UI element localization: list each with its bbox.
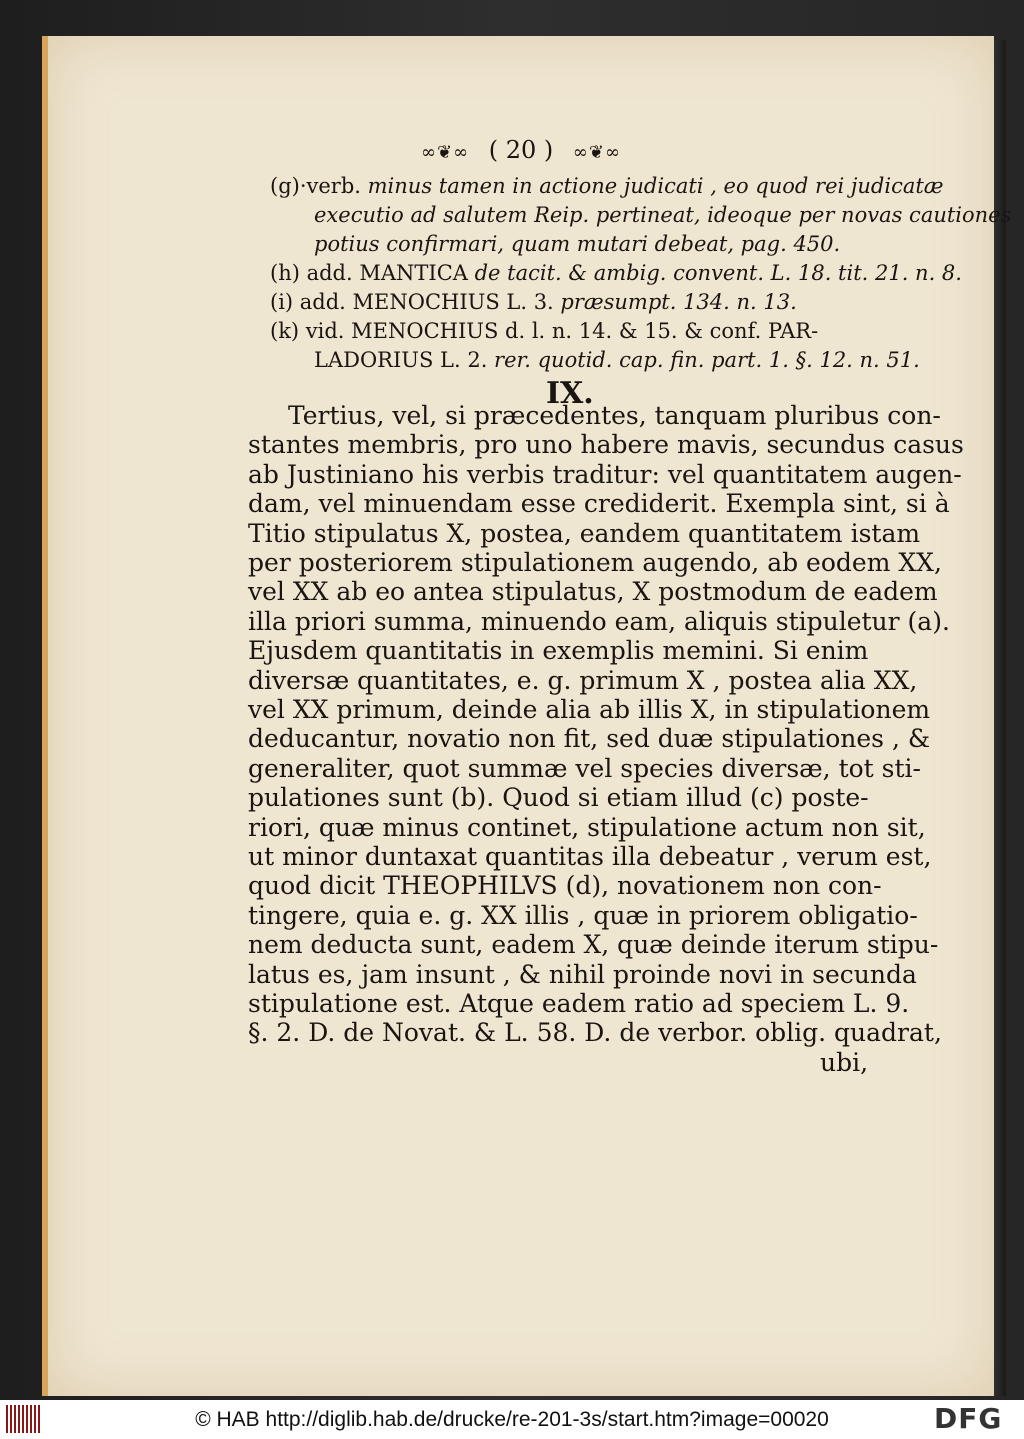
body-line: stantes membris, pro uno habere mavis, secundus casus (248, 430, 964, 459)
book-page (42, 36, 1012, 1396)
header-ornament-left-icon: ∞❦∞ (421, 142, 470, 163)
body-line: illa priori summa, minuendo eam, aliquis stipuletur (a). (248, 607, 950, 636)
catchword: ubi, (820, 1048, 869, 1077)
footnote-line: (h) add. MANTICA de tacit. & ambig. convent. L. 18. tit. 21. n. 8. (270, 261, 962, 285)
section-title: IX. (546, 376, 594, 411)
body-line: dam, vel minuendam esse crediderit. Exempla sint, si à (248, 489, 950, 518)
body-line: vel XX primum, deinde alia ab illis X, in stipulationem (248, 695, 931, 724)
body-line: Titio stipulatus X, postea, eandem quantitatem istam (248, 519, 921, 548)
footnote-line: (i) add. MENOCHIUS L. 3. præsumpt. 134. n. 13. (270, 290, 797, 314)
body-line: pulationes sunt (b). Quod si etiam illud (c) poste- (248, 783, 869, 812)
body-line: §. 2. D. de Novat. & L. 58. D. de verbor. oblig. quadrat, (248, 1018, 942, 1047)
footnote-line: LADORIUS L. 2. rer. quotid. cap. fin. part. 1. §. 12. n. 51. (314, 348, 920, 372)
page-header (48, 136, 994, 164)
body-line: tingere, quia e. g. XX illis , quæ in priorem obligatio- (248, 901, 918, 930)
page-number: ( 20 ) (488, 136, 554, 164)
body-line: stipulatione est. Atque eadem ratio ad speciem L. 9. (248, 989, 910, 1018)
header-ornament-right-icon: ∞❦∞ (572, 142, 621, 163)
body-line: ab Justiniano his verbis traditur: vel quantitatem augen- (248, 460, 962, 489)
body-line: vel XX ab eo antea stipulatus, X postmodum de eadem (248, 577, 938, 606)
body-line: ut minor duntaxat quantitas illa debeatur , verum est, (248, 842, 932, 871)
body-line: Ejusdem quantitatis in exemplis memini. Si enim (248, 636, 869, 665)
footnote-line: (g)·verb. minus tamen in actione judicati , eo quod rei judicatæ (270, 174, 944, 198)
body-line: quod dicit THEOPHILVS (d), novationem non con- (248, 871, 882, 900)
copyright-link[interactable]: © HAB http://diglib.hab.de/drucke/re-201-3s/start.htm?image=00020 (195, 1408, 829, 1431)
body-line: per posteriorem stipulationem augendo, ab eodem XX, (248, 548, 942, 577)
body-line: nem deducta sunt, eadem X, quæ deinde iterum stipu- (248, 930, 939, 959)
body-line: deducantur, novatio non fit, sed duæ stipulationes , & (248, 724, 931, 753)
body-line: Tertius, vel, si præcedentes, tanquam pluribus con- (288, 401, 941, 430)
body-line: latus es, jam insunt , & nihil proinde novi in secunda (248, 960, 917, 989)
footer-bar (0, 1400, 1024, 1439)
body-line: riori, quæ minus continet, stipulatione actum non sit, (248, 813, 926, 842)
dfg-logo: DFG (934, 1402, 1003, 1435)
body-line: diversæ quantitates, e. g. primum X , postea alia XX, (248, 666, 918, 695)
body-line: generaliter, quot summæ vel species diversæ, tot sti- (248, 754, 921, 783)
footnote-line: potius confirmari, quam mutari debeat, pag. 450. (314, 232, 841, 256)
footnote-line: (k) vid. MENOCHIUS d. l. n. 14. & 15. & conf. PAR- (270, 319, 819, 343)
footnote-line: executio ad salutem Reip. pertineat, ideoque per novas cautiones (314, 203, 1012, 227)
